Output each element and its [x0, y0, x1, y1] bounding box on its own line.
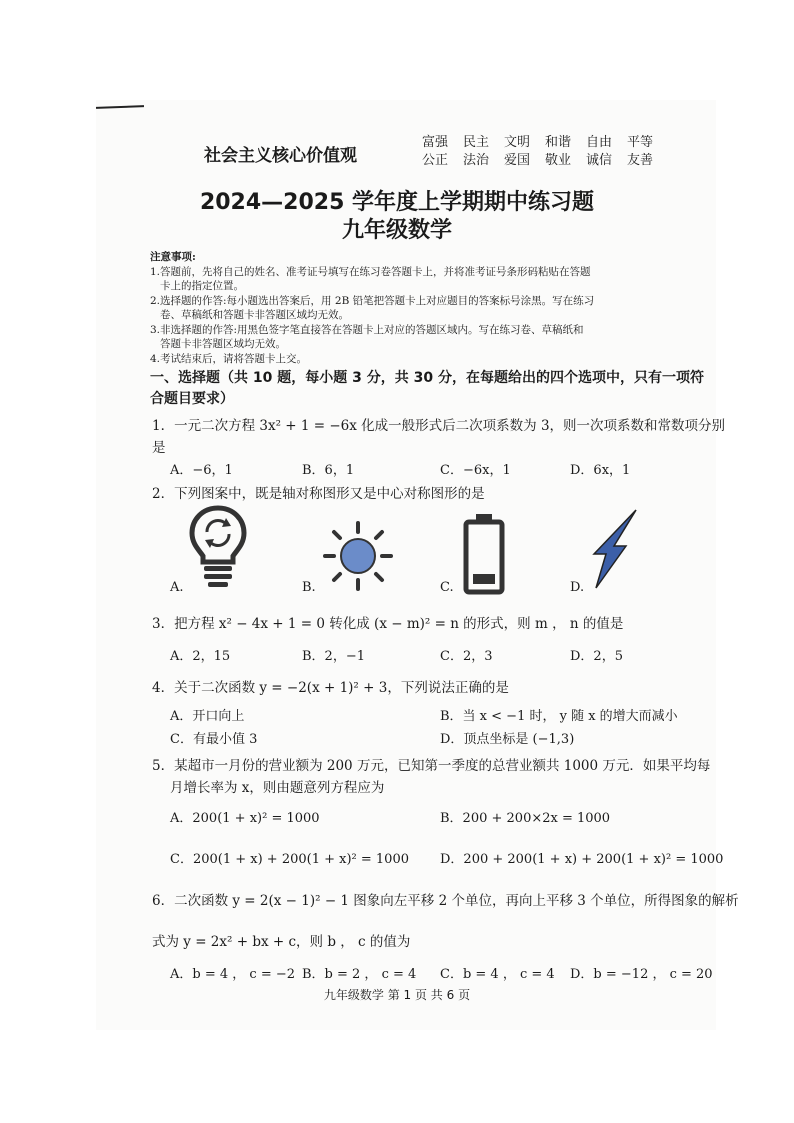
sun-icon	[322, 520, 394, 592]
battery-icon	[462, 512, 506, 596]
q1-option-b: B．6，1	[302, 463, 355, 478]
core-value: 诚信	[586, 153, 613, 168]
core-value: 公正	[422, 153, 449, 168]
lightning-icon	[592, 508, 640, 590]
page-footer: 九年级数学 第 1 页 共 6 页	[323, 988, 471, 1002]
core-value: 友善	[627, 153, 654, 168]
q5-option-b: B．200 + 200×2x = 1000	[440, 811, 611, 826]
q4-option-c: C．有最小值 3	[170, 732, 258, 747]
q3-option-b: B．2，−1	[302, 649, 365, 664]
section-heading: 一、选择题（共 10 题，每小题 3 分，共 30 分，在每题给出的四个选项中，只有一项符合题目要求）	[150, 370, 704, 407]
exam-title: 2024—2025 学年度上学期期中练习题	[199, 190, 595, 215]
core-value: 富强	[422, 135, 449, 150]
core-values-row	[422, 152, 668, 170]
q3-option-a: A．2，15	[170, 649, 231, 664]
core-value: 自由	[586, 135, 613, 150]
q3-option-c: C．2，3	[440, 649, 493, 664]
question-4: 4．关于二次函数 y = −2(x + 1)² + 3，下列说法正确的是	[152, 680, 509, 696]
q2-label-c: C.	[440, 580, 454, 595]
notice-line: 卷、草稿纸和答题卡非答题区域均无效。	[160, 309, 349, 321]
question-5-line1: 5．某超市一月份的营业额为 200 万元，已知第一季度的总营业额共 1000 万元．如果平均每	[152, 758, 711, 774]
question-6-line1: 6．二次函数 y = 2(x − 1)² − 1 图象向左平移 2 个单位，再向上平移 3 个单位，所得图象的解析	[152, 893, 739, 909]
notice-line: 3.非选择题的作答:用黑色签字笔直接答在答题卡上对应的答题区域内。写在练习卷、草稿纸和	[150, 323, 584, 336]
notice-heading: 注意事项:	[150, 251, 196, 263]
core-value: 爱国	[504, 153, 531, 168]
notice-line: 2.选择题的作答:每小题选出答案后，用 2B 铅笔把答题卡上对应题目的答案标号涂黑。写在练习	[150, 294, 595, 307]
core-value: 敬业	[545, 153, 572, 168]
q5-option-d: D．200 + 200(1 + x) + 200(1 + x)² = 1000	[440, 852, 724, 867]
q2-label-b: B.	[302, 580, 316, 595]
core-value: 民主	[463, 135, 490, 150]
q5-option-c: C．200(1 + x) + 200(1 + x)² = 1000	[170, 852, 409, 867]
question-1-line2: 是	[152, 440, 166, 456]
q1-option-c: C．−6x，1	[440, 463, 511, 478]
notice-line: 卡上的指定位置。	[160, 280, 244, 292]
core-value: 平等	[627, 135, 654, 150]
q5-option-a: A．200(1 + x)² = 1000	[170, 811, 320, 826]
question-3: 3．把方程 x² − 4x + 1 = 0 转化成 (x − m)² = n 的形式，则 m ， n 的值是	[152, 616, 624, 632]
q6-option-d: D．b = −12 ， c = 20	[570, 967, 713, 982]
q4-option-a: A．开口向上	[170, 709, 245, 724]
notice-line: 答题卡非答题区域均无效。	[160, 338, 286, 350]
q1-option-a: A．−6，1	[170, 463, 233, 478]
q4-option-d: D．顶点坐标是 (−1,3)	[440, 732, 575, 747]
q6-option-b: B．b = 2 ， c = 4	[302, 967, 417, 982]
core-values-title: 社会主义核心价值观	[204, 146, 357, 166]
exam-subtitle: 九年级数学	[341, 218, 452, 243]
core-value: 法治	[463, 153, 490, 168]
lightbulb-recycle-icon	[188, 504, 248, 588]
q4-option-b: B．当 x < −1 时， y 随 x 的增大而减小	[440, 709, 678, 724]
q1-option-d: D．6x，1	[570, 463, 631, 478]
question-5-line2: 月增长率为 x，则由题意列方程应为	[170, 780, 385, 796]
notice-line: 4.考试结束后，请将答题卡上交。	[150, 352, 308, 365]
core-values-row	[422, 134, 668, 152]
q3-option-d: D．2，5	[570, 649, 623, 664]
question-2: 2．下列图案中，既是轴对称图形又是中心对称图形的是	[152, 486, 485, 502]
question-1-line1: 1．一元二次方程 3x² + 1 = −6x 化成一般形式后二次项系数为 3，则一次项系数和常数项分别	[152, 418, 726, 434]
q6-option-c: C．b = 4 ， c = 4	[440, 967, 555, 982]
question-6-line2: 式为 y = 2x² + bx + c，则 b ， c 的值为	[152, 934, 411, 950]
core-value: 文明	[504, 135, 531, 150]
q6-option-a: A．b = 4 ， c = −2	[170, 967, 296, 982]
notice-line: 1.答题前，先将自己的姓名、准考证号填写在练习卷答题卡上，并将准考证号条形码粘贴在答题	[150, 265, 591, 278]
q2-label-a: A.	[170, 580, 184, 595]
core-values-grid	[422, 134, 668, 170]
notice-block	[150, 250, 710, 366]
q2-label-d: D.	[570, 580, 585, 595]
core-value: 和谐	[545, 135, 572, 150]
